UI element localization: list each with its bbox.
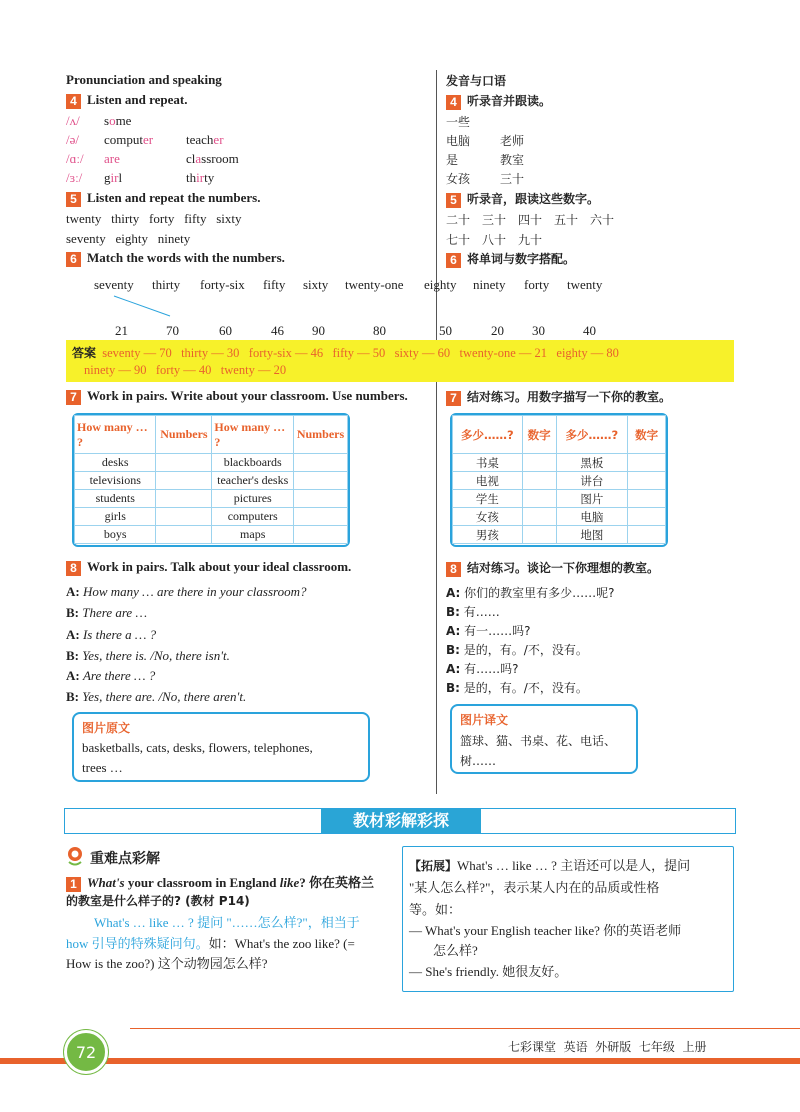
picture-box-line-cn: 树…… [460, 754, 497, 768]
exercise-8-title-cn [446, 559, 659, 577]
match-word: fifty [263, 277, 286, 292]
word: teacher [186, 132, 224, 147]
exercise-6-title-cn [446, 250, 575, 268]
speaker-cn: B: [446, 643, 460, 657]
extension-box [402, 846, 734, 992]
table-en-blank [294, 472, 348, 490]
table-cn-cell: 图片 [556, 490, 628, 508]
match-word: seventy [94, 277, 134, 292]
dialog-text: Yes, there are. /No, there aren't. [82, 689, 247, 704]
section-title-cn: 发音与口语 [446, 74, 507, 88]
table-en [72, 413, 350, 547]
table-en-blank [156, 472, 212, 490]
table-en-cell: teacher's desks [212, 472, 294, 490]
key-point-q-b: your classroom in England [124, 875, 280, 890]
table-cn-blank [628, 490, 666, 508]
location-pin-icon [66, 846, 84, 866]
exercise-8-text: Work in pairs. Talk about your ideal classroom. [87, 559, 352, 574]
table-cn-header: 数字 [628, 416, 666, 454]
key-point-q-d: ? 你在英格兰 [299, 875, 375, 890]
word-cn: 教室 [500, 153, 525, 167]
table-cn-header: 多少……? [556, 416, 628, 454]
dialog-text: There are … [82, 605, 148, 620]
table-cn-blank [522, 472, 556, 490]
dialog-text-cn: 有一……吗? [464, 624, 531, 638]
speaker: A: [66, 584, 80, 599]
word-cn: 一些 [446, 115, 471, 129]
word: some [104, 113, 132, 128]
exercise-4-badge: 4 [66, 94, 81, 109]
word: are [104, 151, 120, 166]
table-cn-cell: 黑板 [556, 454, 628, 472]
dialog-line-cn [446, 584, 615, 601]
match-word: twenty [567, 277, 603, 292]
match-number: 30 [532, 323, 545, 338]
exercise-4-text: Listen and repeat. [87, 92, 188, 107]
extension-line-1 [409, 855, 690, 874]
answer-line-1 [72, 344, 619, 361]
picture-text-box [72, 712, 370, 782]
table-cn-blank [628, 454, 666, 472]
match-number: 90 [312, 323, 325, 338]
key-point-badge: 1 [66, 877, 81, 892]
match-word: forty [524, 277, 550, 292]
exercise-7-badge-cn: 7 [446, 391, 461, 406]
picture-box-line: basketballs, cats, desks, flowers, telephones, [82, 740, 313, 755]
table-en-grid [74, 415, 348, 544]
page-number: 72 [75, 1043, 97, 1062]
match-word: thirty [152, 277, 181, 292]
table-cn-cell: 男孩 [453, 526, 523, 544]
table-en-cell: computers [212, 508, 294, 526]
table-en-blank [156, 526, 212, 544]
match-number: 60 [219, 323, 232, 338]
table-en-cell: maps [212, 526, 294, 544]
word-cn: 电脑 [446, 134, 471, 148]
picture-translation-box [450, 704, 638, 774]
dialog-line-cn [446, 603, 500, 620]
exercise-7-title [66, 388, 408, 405]
dialog-line-cn [446, 622, 531, 639]
table-cn-header: 数字 [522, 416, 556, 454]
key-point-q-a: What's [87, 875, 125, 890]
table-en-blank [294, 526, 348, 544]
exercise-5-title-cn [446, 190, 599, 208]
table-cn-blank [522, 490, 556, 508]
key-point-explanation-3: How is the zoo?) 这个动物园怎么样? [66, 956, 268, 971]
dialog-line-cn [446, 679, 588, 696]
table-en-header: How many … ? [212, 416, 294, 454]
extension-line-4: — What's your English teacher like? 你的英语老师 [409, 923, 682, 938]
table-cn-blank [522, 508, 556, 526]
table-cn-cell: 电视 [453, 472, 523, 490]
table-cn [450, 413, 668, 547]
exercise-6-text: Match the words with the numbers. [87, 250, 285, 265]
answer-box [66, 340, 734, 382]
table-en-header: How many … ? [75, 416, 156, 454]
speaker-cn: B: [446, 681, 460, 695]
speaker: A: [66, 627, 80, 642]
match-line [112, 294, 176, 320]
speaker-cn: A: [446, 624, 461, 638]
match-number: 20 [491, 323, 504, 338]
table-cn-header: 多少……? [453, 416, 523, 454]
word: thirty [186, 170, 215, 185]
exercise-5-text-cn: 听录音，跟读这些数字。 [467, 192, 600, 206]
key-point-question [66, 872, 374, 892]
table-cn-blank [628, 472, 666, 490]
numbers-line-1: twenty thirty forty fifty sixty [66, 211, 242, 226]
extension-text-1: What's … like … ? 主语还可以是人，提问 [457, 858, 691, 873]
key-point-exp-2a: how 引导的特殊疑问句。 [66, 936, 209, 951]
section-banner [64, 808, 736, 834]
picture-box-title-cn: 图片译文 [460, 713, 509, 727]
extension-line-2: "某人怎么样?"，表示某人内在的品质或性格 [409, 880, 660, 895]
picture-box-line: trees … [82, 760, 123, 775]
book-title: 七彩课堂 英语 外研版 七年级 上册 [508, 1040, 707, 1054]
numbers-line-2-cn: 七十 八十 九十 [446, 233, 543, 247]
match-number: 46 [271, 323, 284, 338]
exercise-7-text: Work in pairs. Write about your classroom. Use numbers. [87, 388, 408, 403]
extension-tag: 【拓展】 [409, 859, 458, 873]
extension-line-6: — She's friendly. 她很友好。 [409, 964, 568, 979]
table-cn-blank [522, 526, 556, 544]
numbers-line-2: seventy eighty ninety [66, 231, 191, 246]
exercise-5-text: Listen and repeat the numbers. [87, 190, 261, 205]
table-en-blank [294, 508, 348, 526]
match-word: twenty-one [345, 277, 404, 292]
speaker: B: [66, 689, 79, 704]
word-cn: 老师 [500, 134, 525, 148]
table-en-cell: blackboards [212, 454, 294, 472]
exercise-8-badge-cn: 8 [446, 562, 461, 577]
table-en-header: Numbers [156, 416, 212, 454]
exercise-8-text-cn: 结对练习。谈论一下你理想的教室。 [467, 561, 660, 575]
speaker-cn: B: [446, 605, 460, 619]
exercise-7-title-cn [446, 388, 671, 406]
table-cn-cell: 女孩 [453, 508, 523, 526]
key-point-explanation-1: What's … like … ? 提问 "……怎么样?"，相当于 [94, 915, 360, 930]
phoneme: /ʌ/ [66, 113, 80, 128]
picture-box-line-cn: 篮球、猫、书桌、花、电话、 [460, 734, 617, 748]
dialog-text-cn: 是的，有。/不，没有。 [463, 643, 588, 657]
dialog-line-cn [446, 660, 519, 677]
exercise-6-badge-cn: 6 [446, 253, 461, 268]
exercise-5-badge-cn: 5 [446, 193, 461, 208]
key-point-explanation-2 [66, 933, 355, 952]
word: classroom [186, 151, 239, 166]
exercise-4-title-cn [446, 92, 551, 110]
dialog-line [66, 605, 147, 621]
match-number: 40 [583, 323, 596, 338]
exercise-6-text-cn: 将单词与数字搭配。 [467, 252, 576, 266]
exercise-8-title [66, 559, 351, 576]
answer-line-1-text: seventy — 70 thirty — 30 forty-six — 46 fifty — 50 sixty — 60 twenty-one — 21 eighty — 80 [102, 346, 619, 360]
banner-title: 教材彩解彩探 [321, 809, 481, 833]
dialog-text: Is there a … ? [82, 627, 157, 642]
answer-label: 答案 [72, 346, 97, 360]
picture-box-title: 图片原文 [82, 721, 131, 735]
table-cn-cell: 电脑 [556, 508, 628, 526]
dialog-text-cn: 有……吗? [464, 662, 519, 676]
key-points-heading: 重难点彩解 [90, 851, 160, 867]
table-en-blank [294, 454, 348, 472]
exercise-7-text-cn: 结对练习。用数字描写一下你的教室。 [467, 390, 672, 404]
match-number: 70 [166, 323, 179, 338]
table-cn-blank [628, 508, 666, 526]
dialog-text: Yes, there is. /No, there isn't. [82, 648, 230, 663]
table-cn-cell: 讲台 [556, 472, 628, 490]
exercise-4-title [66, 92, 188, 109]
table-en-cell: students [75, 490, 156, 508]
footer-line [130, 1028, 800, 1029]
dialog-text-cn: 有…… [463, 605, 500, 619]
word-cn: 女孩 [446, 172, 471, 186]
dialog-line [66, 627, 156, 643]
table-en-cell: boys [75, 526, 156, 544]
match-number: 50 [439, 323, 452, 338]
table-en-blank [156, 454, 212, 472]
table-cn-grid [452, 415, 666, 544]
word: computer [104, 132, 154, 147]
table-en-blank [156, 490, 212, 508]
speaker-cn: A: [446, 586, 461, 600]
exercise-4-badge-cn: 4 [446, 95, 461, 110]
table-en-cell: girls [75, 508, 156, 526]
match-word: forty-six [200, 277, 245, 292]
exercise-7-badge: 7 [66, 390, 81, 405]
match-word: ninety [473, 277, 506, 292]
word-cn: 是 [446, 153, 459, 167]
table-en-cell: televisions [75, 472, 156, 490]
key-point-question-2: 的教室是什么样子的? (教材 P14) [66, 894, 250, 908]
match-number: 80 [373, 323, 386, 338]
extension-line-3: 等。如： [409, 902, 462, 917]
table-cn-blank [628, 526, 666, 544]
speaker: A: [66, 668, 80, 683]
key-point-exp-2b: 如：What's the zoo like? (= [208, 936, 355, 951]
table-en-blank [294, 490, 348, 508]
table-cn-cell: 书桌 [453, 454, 523, 472]
page-number-badge [64, 1030, 108, 1074]
exercise-6-badge: 6 [66, 252, 81, 267]
match-word: eighty [424, 277, 457, 292]
speaker: B: [66, 648, 79, 663]
key-point-q-c: like [279, 875, 300, 890]
table-en-cell: desks [75, 454, 156, 472]
table-cn-cell: 地图 [556, 526, 628, 544]
dialog-line [66, 648, 230, 664]
dialog-text: How many … are there in your classroom? [82, 584, 307, 599]
phoneme: /ɑː/ [66, 151, 84, 166]
exercise-5-badge: 5 [66, 192, 81, 207]
table-en-header: Numbers [294, 416, 348, 454]
phoneme: /ə/ [66, 132, 79, 147]
exercise-5-title [66, 190, 260, 207]
dialog-text-cn: 你们的教室里有多少……呢? [464, 586, 615, 600]
word: girl [104, 170, 123, 185]
word-cn: 三十 [500, 172, 525, 186]
speaker: B: [66, 605, 79, 620]
exercise-6-title [66, 250, 285, 267]
dialog-text: Are there … ? [82, 668, 156, 683]
dialog-text-cn: 是的，有。/不，没有。 [463, 681, 588, 695]
numbers-line-1-cn: 二十 三十 四十 五十 六十 [446, 213, 615, 227]
table-cn-blank [522, 454, 556, 472]
column-divider [436, 70, 437, 794]
dialog-line-cn [446, 641, 588, 658]
exercise-4-text-cn: 听录音并跟读。 [467, 94, 552, 108]
phoneme: /ɜː/ [66, 170, 83, 185]
dialog-line [66, 668, 155, 684]
table-en-cell: pictures [212, 490, 294, 508]
footer-bar [0, 1058, 800, 1064]
match-word: sixty [303, 277, 329, 292]
table-en-blank [156, 508, 212, 526]
extension-line-5: 怎么样? [433, 943, 478, 958]
section-title-en: Pronunciation and speaking [66, 72, 222, 87]
answer-line-2: ninety — 90 forty — 40 twenty — 20 [84, 363, 287, 377]
speaker-cn: A: [446, 662, 461, 676]
dialog-line [66, 689, 246, 705]
match-number: 21 [115, 323, 128, 338]
table-cn-cell: 学生 [453, 490, 523, 508]
dialog-line [66, 584, 306, 600]
exercise-8-badge: 8 [66, 561, 81, 576]
